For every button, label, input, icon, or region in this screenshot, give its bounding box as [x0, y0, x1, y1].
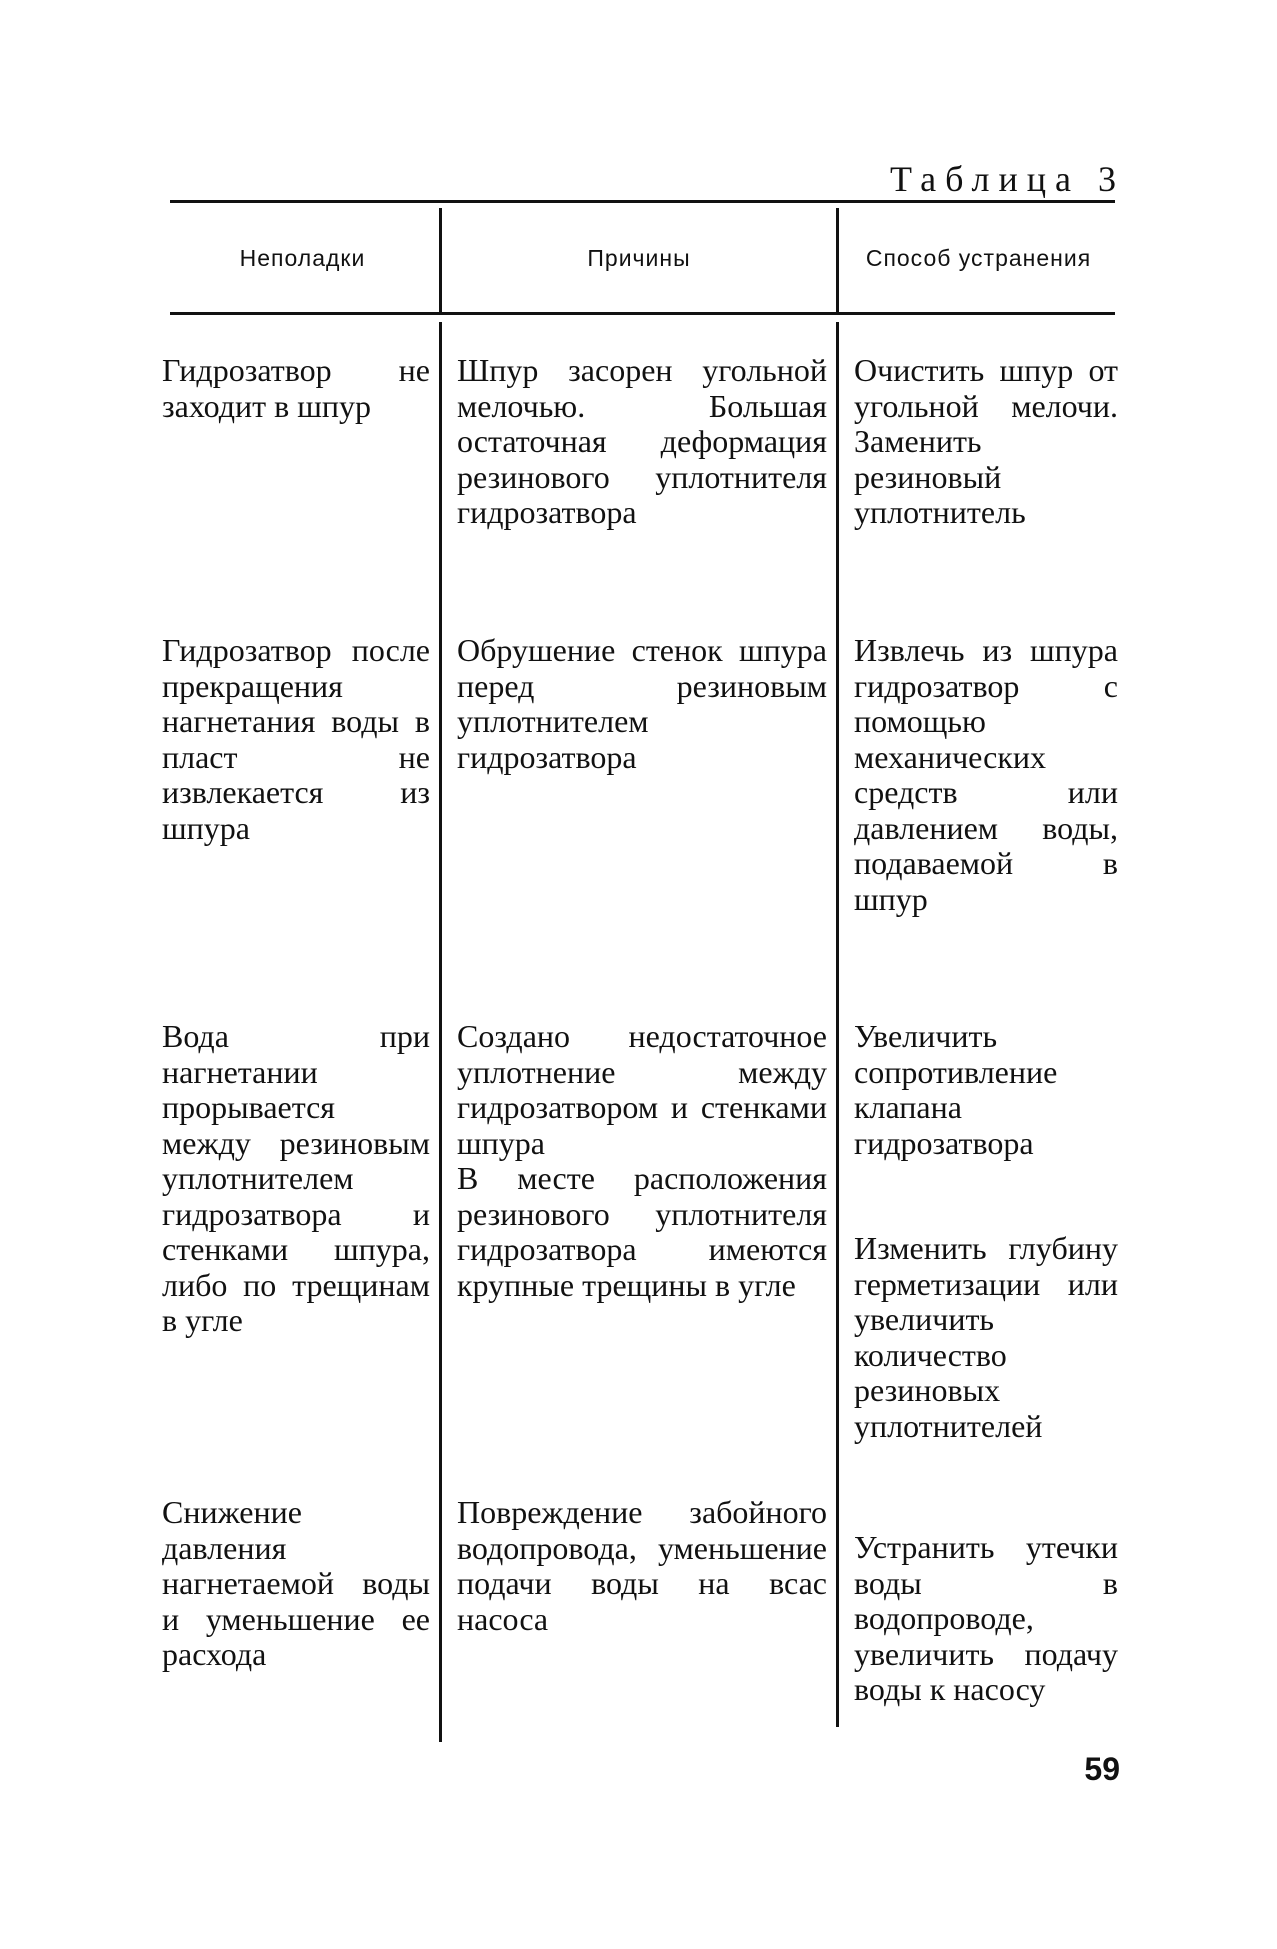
header-bottom-rule [170, 312, 1115, 315]
header-remedies: Способ устранения [865, 245, 1092, 271]
row-2-problem: Гидрозатвор после прекращения нагнетания воды в пласт не извлекается из шпура [162, 632, 430, 846]
row-3-remedy-1: Увеличить сопротивление клапана гидрозатвора [854, 1018, 1058, 1161]
header-divider-1 [439, 208, 442, 312]
row-3-cause-2: В месте расположения резинового уплотнителя гидрозатвора имеются крупные трещины в угле [457, 1160, 827, 1303]
row-3-causes [457, 1019, 827, 1303]
page-number: 59 [1084, 1751, 1120, 1787]
header-causes: Причины [587, 245, 691, 271]
column-divider-2 [836, 322, 839, 1727]
row-3-cause-1: Создано недостаточное уплотнение между гидрозатвором и стенками шпура [457, 1018, 827, 1161]
row-2-remedy: Извлечь из шпура гидрозатвор с помощью механических средств или давлением воды, подаваемой в шпур [854, 632, 1118, 917]
top-rule [170, 200, 1115, 203]
column-divider-1 [439, 322, 442, 1742]
row-4-remedy: Устранить утечки воды в водопроводе, увеличить подачу воды к насосу [854, 1529, 1118, 1707]
row-4-cause: Повреждение забойного водопровода, уменьшение подачи воды на всас насоса [457, 1494, 827, 1637]
row-1-cause: Шпур засорен угольной мелочью. Большая остаточная деформация резинового уплотнителя гидрозатвора [457, 352, 827, 530]
row-1-problem: Гидрозатвор не заходит в шпур [162, 352, 430, 424]
table-caption: Таблица 3 [890, 159, 1125, 199]
row-2-cause: Обрушение стенок шпура перед резиновым уплотнителем гидрозатвора [457, 632, 827, 775]
row-3-remedy-2: Изменить глубину герметизации или увеличить количество резиновых уплотнителей [854, 1230, 1118, 1444]
row-4-problem: Снижение давления нагнетаемой воды и уменьшение ее расхода [162, 1494, 430, 1672]
row-3-problem: Вода при нагнетании прорывается между резиновым уплотнителем гидрозатвора и стенками шпура, либо по трещинам в угле [162, 1018, 430, 1338]
header-problems: Неполадки [239, 245, 366, 271]
header-divider-2 [836, 208, 839, 312]
row-1-remedy: Очистить шпур от угольной мелочи. Заменить резиновый уплотнитель [854, 352, 1118, 530]
